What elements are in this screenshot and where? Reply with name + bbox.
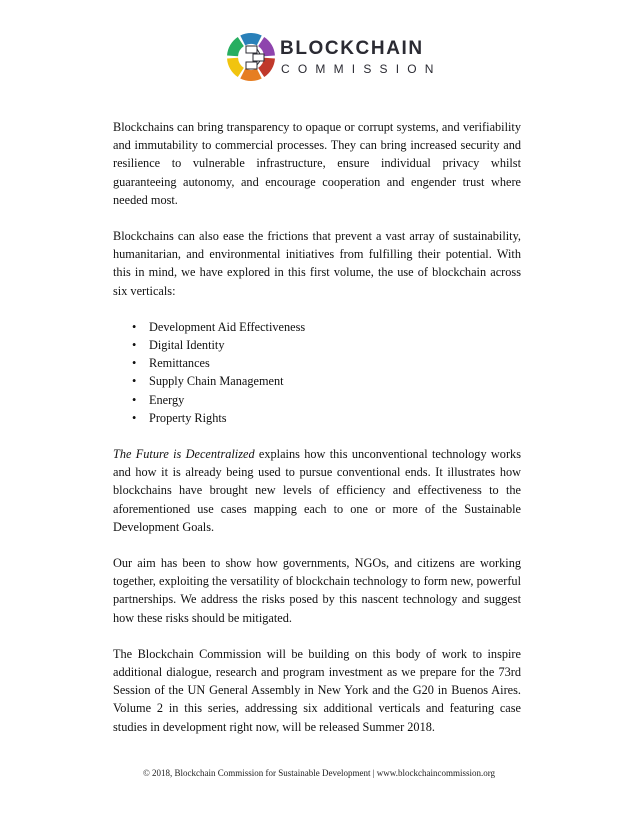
book-title: The Future is Decentralized — [113, 447, 255, 462]
logo-sector — [240, 69, 261, 81]
list-item: • Supply Chain Management — [149, 372, 521, 390]
bullet-icon: • — [132, 392, 137, 407]
paragraph-intro: Blockchains can bring transparency to opaque or corrupt systems, and verifiability and immutability to commercial processes. They can bring increased security and resilience to vulnerable infrastructure, ensure individual privacy whilst guaranteeing autonomy, and encourage cooperation and engender trust where needed most. — [113, 120, 521, 207]
document-body — [113, 118, 521, 754]
paragraph-aim: Our aim has been to show how governments, NGOs, and citizens are working together, exploiting the versatility of blockchain technology to form new, powerful partnerships. We address the risks posed by this nascent technology and suggest how these risks should be mitigated. — [113, 556, 521, 625]
bullet-icon: • — [132, 356, 137, 371]
list-item: • Energy — [149, 391, 521, 409]
list-item: • Remittances — [149, 354, 521, 372]
globe-grid-logo-icon — [226, 32, 276, 82]
header — [0, 30, 638, 86]
logo-title: BLOCKCHAIN — [280, 38, 424, 59]
verticals-list — [113, 318, 521, 427]
logo-sector — [227, 37, 244, 56]
bullet-icon: • — [132, 338, 137, 353]
bullet-icon: • — [132, 374, 137, 389]
logo-subtitle: COMMISSION — [281, 62, 442, 76]
paragraph-frictions: Blockchains can also ease the frictions that prevent a vast array of sustainability, humanitarian, and environmental initiatives from fulfilling their potential. With this in mind, we have explored in this first volume, the use of blockchain across six verticals: — [113, 229, 521, 298]
bullet-icon: • — [132, 410, 137, 425]
logo-sector — [227, 58, 244, 77]
list-item: • Development Aid Effectiveness — [149, 318, 521, 336]
bullet-icon: • — [132, 319, 137, 334]
logo-sector — [240, 33, 261, 45]
logo-sector — [258, 37, 275, 56]
paragraph-outlook: The Blockchain Commission will be building on this body of work to inspire additional dialogue, research and program investment as we prepare for the 73rd Session of the UN General Assembly in New York and the G20 in Buenos Aires. Volume 2 in this series, addressing six additional verticals and featuring case studies in development right now, will be released Summer 2018. — [113, 646, 521, 734]
page-footer: © 2018, Blockchain Commission for Sustainable Development | www.blockchaincommission.org — [142, 768, 496, 778]
paragraph-future: The Future is Decentralized explains how this unconventional technology works and how it is already being used to pursue conventional ends. It illustrates how blockchains have brought new levels of efficiency and effectiveness to the aforementioned use cases mapping each to one or more of the Sustainable Development Goals. — [113, 447, 521, 534]
list-item: • Property Rights — [149, 409, 521, 427]
list-item: • Digital Identity — [149, 336, 521, 354]
